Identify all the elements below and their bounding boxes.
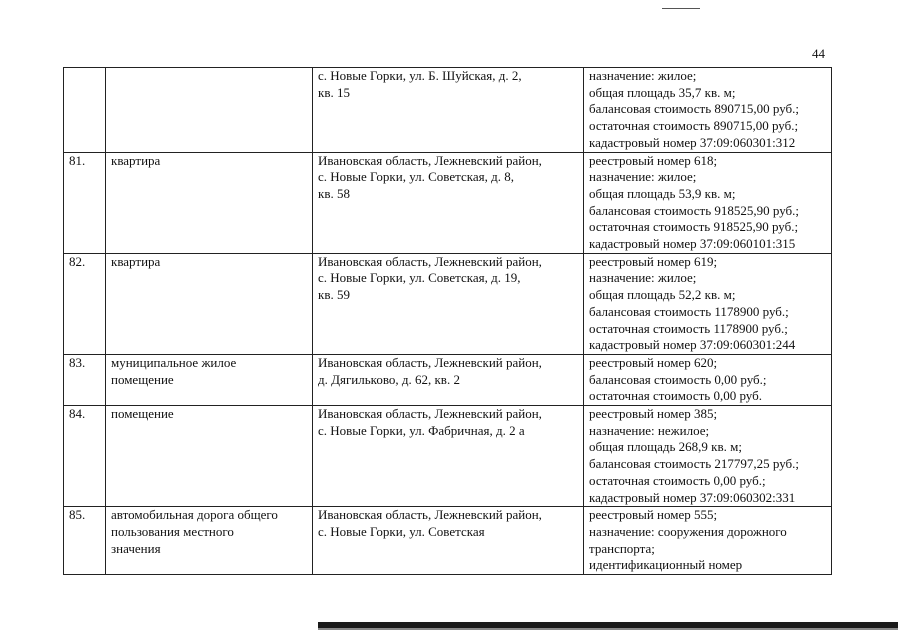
details-cell xyxy=(584,406,832,507)
address-cell xyxy=(313,253,584,354)
table-row xyxy=(64,68,832,153)
object-name-line: пользования местного xyxy=(111,523,234,539)
details-line: кадастровый номер 37:09:060302:331 xyxy=(589,489,796,505)
details-line: кадастровый номер 37:09:060301:312 xyxy=(589,134,796,150)
details-line: идентификационный номер xyxy=(589,557,743,573)
row-number: 84. xyxy=(64,406,106,507)
object-name-line: помещение xyxy=(111,371,174,387)
details-line: кадастровый номер 37:09:060101:315 xyxy=(589,236,796,252)
address-line: с. Новые Горки, ул. Советская xyxy=(318,523,485,539)
object-name-cell xyxy=(106,507,313,575)
address-line: кв. 59 xyxy=(318,287,350,303)
details-line: назначение: сооружения дорожного xyxy=(589,523,787,539)
row-number xyxy=(64,68,106,153)
details-line: остаточная стоимость 0,00 руб. xyxy=(589,388,762,404)
address-line: Ивановская область, Лежневский район, xyxy=(318,253,542,269)
object-name-line: квартира xyxy=(111,152,161,168)
details-line: кадастровый номер 37:09:060301:244 xyxy=(589,337,796,353)
object-name-line: значения xyxy=(111,540,161,556)
address-cell xyxy=(313,354,584,405)
object-name-line: квартира xyxy=(111,253,161,269)
table-row xyxy=(64,253,832,354)
address-line: Ивановская область, Лежневский район, xyxy=(318,406,542,422)
details-cell xyxy=(584,354,832,405)
page-number: 44 xyxy=(812,46,825,61)
address-line: кв. 15 xyxy=(318,84,350,100)
details-line: остаточная стоимость 1178900 руб.; xyxy=(589,320,788,336)
details-line: транспорта; xyxy=(589,540,655,556)
table-row xyxy=(64,507,832,575)
details-cell xyxy=(584,68,832,153)
details-line: реестровый номер 620; xyxy=(589,354,718,370)
address-cell xyxy=(313,152,584,253)
address-cell xyxy=(313,507,584,575)
address-line: с. Новые Горки, ул. Б. Шуйская, д. 2, xyxy=(318,68,522,83)
table-row xyxy=(64,406,832,507)
details-line: остаточная стоимость 0,00 руб.; xyxy=(589,472,766,488)
address-cell xyxy=(313,68,584,153)
details-line: назначение: жилое; xyxy=(589,68,697,83)
details-line: общая площадь 268,9 кв. м; xyxy=(589,439,742,455)
row-number: 81. xyxy=(64,152,106,253)
row-number: 83. xyxy=(64,354,106,405)
row-number: 85. xyxy=(64,507,106,575)
details-cell xyxy=(584,253,832,354)
details-line: балансовая стоимость 890715,00 руб.; xyxy=(589,101,799,117)
details-line: реестровый номер 619; xyxy=(589,253,718,269)
object-name-cell xyxy=(106,152,313,253)
registry-table-body xyxy=(64,68,832,575)
address-line: Ивановская область, Лежневский район, xyxy=(318,507,542,523)
object-name-line: помещение xyxy=(111,406,174,422)
bottom-scan-bar xyxy=(318,622,898,628)
details-line: общая площадь 53,9 кв. м; xyxy=(589,185,736,201)
address-line: кв. 58 xyxy=(318,185,350,201)
address-line: с. Новые Горки, ул. Фабричная, д. 2 а xyxy=(318,422,525,438)
details-line: реестровый номер 385; xyxy=(589,406,718,422)
top-scan-mark xyxy=(662,8,700,9)
details-line: балансовая стоимость 918525,90 руб.; xyxy=(589,202,799,218)
address-line: с. Новые Горки, ул. Советская, д. 19, xyxy=(318,270,521,286)
table-row xyxy=(64,354,832,405)
details-line: балансовая стоимость 0,00 руб.; xyxy=(589,371,767,387)
address-line: Ивановская область, Лежневский район, xyxy=(318,354,542,370)
object-name-cell xyxy=(106,354,313,405)
object-name-cell xyxy=(106,253,313,354)
object-name-cell xyxy=(106,68,313,153)
details-line: общая площадь 52,2 кв. м; xyxy=(589,287,736,303)
address-line: д. Дягильково, д. 62, кв. 2 xyxy=(318,371,460,387)
details-line: назначение: жилое; xyxy=(589,169,697,185)
address-line: Ивановская область, Лежневский район, xyxy=(318,152,542,168)
details-line: реестровый номер 555; xyxy=(589,507,718,523)
details-cell xyxy=(584,152,832,253)
row-number: 82. xyxy=(64,253,106,354)
address-line: с. Новые Горки, ул. Советская, д. 8, xyxy=(318,169,514,185)
address-cell xyxy=(313,406,584,507)
details-line: назначение: нежилое; xyxy=(589,422,710,438)
details-line: балансовая стоимость 1178900 руб.; xyxy=(589,303,789,319)
details-cell xyxy=(584,507,832,575)
details-line: остаточная стоимость 918525,90 руб.; xyxy=(589,219,799,235)
details-line: остаточная стоимость 890715,00 руб.; xyxy=(589,118,799,134)
object-name-line: автомобильная дорога общего xyxy=(111,507,278,523)
property-registry-table xyxy=(63,67,832,575)
object-name-line: муниципальное жилое xyxy=(111,354,237,370)
table-row xyxy=(64,152,832,253)
details-line: реестровый номер 618; xyxy=(589,152,718,168)
details-line: общая площадь 35,7 кв. м; xyxy=(589,84,736,100)
details-line: балансовая стоимость 217797,25 руб.; xyxy=(589,456,799,472)
details-line: назначение: жилое; xyxy=(589,270,697,286)
object-name-cell xyxy=(106,406,313,507)
